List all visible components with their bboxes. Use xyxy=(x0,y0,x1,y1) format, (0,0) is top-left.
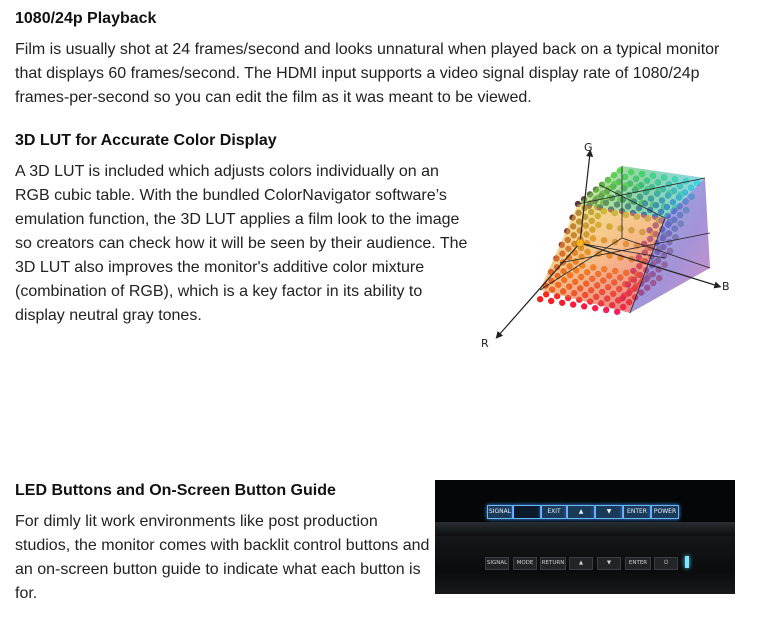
heading-1080-24p: 1080/24p Playback xyxy=(15,10,157,27)
text-line: RGB cubic table. With the bundled ColorNavigator software’s xyxy=(15,187,447,204)
lut-dot xyxy=(548,298,554,304)
lut-dot xyxy=(543,291,549,297)
heading-3d-lut: 3D LUT for Accurate Color Display xyxy=(15,132,277,149)
rgb-cube-illustration xyxy=(470,138,740,353)
axis-label-g: G xyxy=(584,141,593,154)
gray-center-dot xyxy=(576,239,584,247)
text-line: for. xyxy=(15,585,38,602)
cube-faces xyxy=(540,166,710,313)
osd-guide-down: ▼ xyxy=(595,505,623,519)
button-down: ▼ xyxy=(597,557,621,570)
bezel-edge xyxy=(435,522,735,536)
lut-dot xyxy=(603,307,609,313)
text-line: (combination of RGB), which is a key factor in its ability to xyxy=(15,283,423,300)
text-line: frames-per-second so you can edit the film as it was meant to be viewed. xyxy=(15,89,532,106)
power-icon: ⏻ xyxy=(654,557,678,570)
power-led xyxy=(685,556,689,568)
osd-guide-power: POWER xyxy=(651,505,679,519)
button-signal: SIGNAL xyxy=(485,557,509,570)
osd-guide-exit: EXIT xyxy=(541,505,567,519)
text-line: A 3D LUT is included which adjusts colors individually on an xyxy=(15,163,439,180)
osd-guide-signal: SIGNAL xyxy=(487,505,513,519)
paragraph-led-buttons xyxy=(15,510,429,606)
paragraph-3d-lut xyxy=(15,160,467,328)
paragraph-1080-24p xyxy=(15,38,719,110)
lut-dot xyxy=(581,303,587,309)
button-return: RETURN xyxy=(540,557,566,570)
text-line: emulation function, the 3D LUT applies a film look to the image xyxy=(15,211,460,228)
text-line: display neutral gray tones. xyxy=(15,307,202,324)
button-up: ▲ xyxy=(569,557,593,570)
lut-dot xyxy=(559,300,565,306)
button-enter: ENTER xyxy=(625,557,651,570)
text-line: For dimly lit work environments like post production xyxy=(15,513,378,530)
lut-dot xyxy=(592,305,598,311)
axis-label-b: B xyxy=(722,280,730,293)
osd-guide-enter: ENTER xyxy=(623,505,651,519)
button-mode: MODE xyxy=(513,557,537,570)
text-line: that displays 60 frames/second. The HDMI input supports a video signal display rate of 1080/24p xyxy=(15,65,700,82)
osd-guide-up: ▲ xyxy=(567,505,595,519)
text-line: an on-screen button guide to indicate what each button is xyxy=(15,561,421,578)
lut-dot xyxy=(537,296,543,302)
axis-label-r: R xyxy=(481,337,489,350)
osd-guide-blank xyxy=(513,505,541,519)
lut-dot xyxy=(570,302,576,308)
text-line: 3D LUT also improves the monitor's additive color mixture xyxy=(15,259,425,276)
monitor-button-panel-photo xyxy=(435,480,735,594)
text-line: so creators can check how it will be seen by their audience. The xyxy=(15,235,468,252)
heading-led-buttons: LED Buttons and On-Screen Button Guide xyxy=(15,482,336,499)
text-line: studios, the monitor comes with backlit control buttons and xyxy=(15,537,430,554)
text-line: Film is usually shot at 24 frames/second and looks unnatural when played back on a typical monitor xyxy=(15,41,720,58)
